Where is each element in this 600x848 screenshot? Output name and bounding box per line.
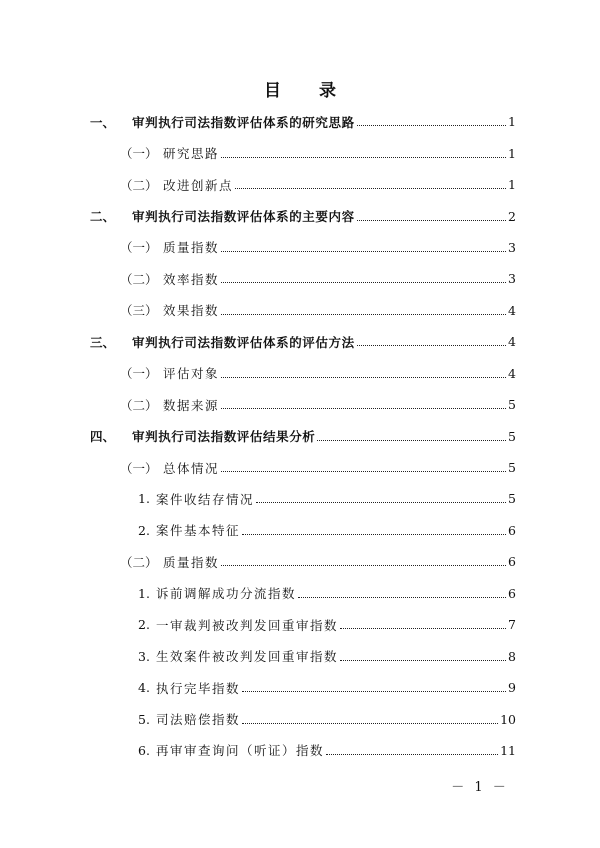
toc-entry[interactable] [90,578,516,609]
toc-entry-page: 5 [508,491,516,507]
toc-entry[interactable] [90,515,516,546]
toc-entry-number: （一） [120,366,158,382]
toc-dot-leader [326,754,498,755]
toc-entry-page: 1 [508,114,516,130]
toc-dot-leader [317,440,506,441]
toc-entry[interactable] [90,263,516,294]
toc-entry-number: 二、 [90,209,116,225]
toc-entry-number: 6. [138,742,150,758]
toc-entry-number: 4. [138,680,150,696]
toc-dot-leader [221,377,506,378]
toc-entry-page: 5 [508,460,516,476]
toc-entry-number: （二） [120,271,158,287]
toc-entry[interactable] [90,137,516,168]
toc-entry-number: 四、 [90,429,116,445]
toc-dot-leader [221,408,506,409]
toc-dot-leader [221,157,506,158]
toc-entry-number: 1. [138,491,150,507]
toc-dot-leader [221,565,506,566]
toc-entry[interactable] [90,358,516,389]
toc-entry-page: 7 [508,617,516,633]
toc-entry-number: （二） [120,554,158,570]
toc-dot-leader [256,502,506,503]
toc-entry[interactable] [90,483,516,514]
toc-entry-number: 2. [138,617,150,633]
toc-dot-leader [242,534,506,535]
toc-entry-page: 10 [500,711,516,727]
toc-entry-label: 审判执行司法指数评估体系的研究思路 [132,114,355,130]
toc-entry-label: 审判执行司法指数评估体系的主要内容 [132,209,355,225]
toc-entry-label: 司法赔偿指数 [156,712,241,728]
toc-entry-number: 3. [138,648,150,664]
toc-entry-number: （一） [120,460,158,476]
toc-dot-leader [340,660,506,661]
toc-entry-page: 5 [508,397,516,413]
toc-entry-label: 诉前调解成功分流指数 [156,586,297,602]
toc-dot-leader [298,597,506,598]
toc-entry[interactable] [90,640,516,671]
toc-entry-page: 1 [508,177,516,193]
toc-entry[interactable] [90,232,516,263]
toc-entry[interactable] [90,295,516,326]
toc-entry-number: （一） [120,240,158,256]
toc-entry[interactable] [90,546,516,577]
toc-entry-number: 5. [138,711,150,727]
toc-entry[interactable] [90,326,516,357]
toc-entry[interactable] [90,672,516,703]
toc-entry-page: 2 [508,208,516,224]
toc-entry-label: 审判执行司法指数评估体系的评估方法 [132,334,355,350]
toc-dot-leader [242,723,498,724]
toc-entry[interactable] [90,609,516,640]
toc-entry-label: 一审裁判被改判发回重审指数 [156,617,339,633]
toc-dot-leader [357,345,506,346]
toc-entry-label: 改进创新点 [163,177,234,193]
toc-dot-leader [221,314,506,315]
page-number: － 1 － [451,780,509,795]
toc-entry-label: 质量指数 [163,240,220,256]
toc-dot-leader [221,251,506,252]
toc-dot-leader [357,220,506,221]
toc-entry-label: 总体情况 [163,460,220,476]
toc-entry-label: 效果指数 [163,303,220,319]
toc-entry-label: 质量指数 [163,554,220,570]
toc-entry[interactable] [90,169,516,200]
toc-entry-label: 再审审查询问（听证）指数 [156,743,325,759]
toc-entry-label: 案件收结存情况 [156,491,255,507]
toc-entry-page: 6 [508,522,516,538]
toc-entry-label: 审判执行司法指数评估结果分析 [132,429,316,445]
toc-entry-page: 3 [508,239,516,255]
toc-entry-label: 数据来源 [163,397,220,413]
toc-entry-number: （一） [120,146,158,162]
toc-entry-page: 3 [508,271,516,287]
toc-entry-label: 执行完毕指数 [156,680,241,696]
toc-entry[interactable] [90,106,516,137]
toc-entry-label: 案件基本特征 [156,523,241,539]
toc-entry-number: （二） [120,397,158,413]
toc-entry-label: 效率指数 [163,271,220,287]
toc-entry-page: 1 [508,145,516,161]
toc-entry-page: 4 [508,334,516,350]
toc-entry-label: 评估对象 [163,366,220,382]
toc-dot-leader [221,282,506,283]
toc-entry[interactable] [90,703,516,734]
toc-entry[interactable] [90,735,516,766]
toc-entry-page: 5 [508,428,516,444]
toc-entry[interactable] [90,420,516,451]
toc-entry-page: 6 [508,585,516,601]
toc-entry-number: （三） [120,303,158,319]
toc-entry-label: 生效案件被改判发回重审指数 [156,649,339,665]
toc-entry-number: 一、 [90,114,116,130]
toc-title: 目 录 [264,81,352,101]
toc-entry-page: 9 [508,680,516,696]
table-of-contents [90,106,516,766]
toc-entry-page: 6 [508,554,516,570]
toc-dot-leader [357,125,506,126]
toc-entry-page: 4 [508,302,516,318]
toc-dot-leader [242,691,506,692]
toc-dot-leader [340,628,506,629]
toc-entry[interactable] [90,452,516,483]
toc-entry-number: 三、 [90,334,116,350]
toc-entry[interactable] [90,389,516,420]
toc-entry-label: 研究思路 [163,146,220,162]
toc-dot-leader [235,188,506,189]
toc-entry-number: 2. [138,522,150,538]
toc-entry-page: 11 [500,742,516,758]
toc-dot-leader [221,471,506,472]
toc-entry-page: 4 [508,365,516,381]
toc-entry-page: 8 [508,648,516,664]
toc-entry[interactable] [90,200,516,231]
toc-entry-number: （二） [120,177,158,193]
toc-entry-number: 1. [138,585,150,601]
